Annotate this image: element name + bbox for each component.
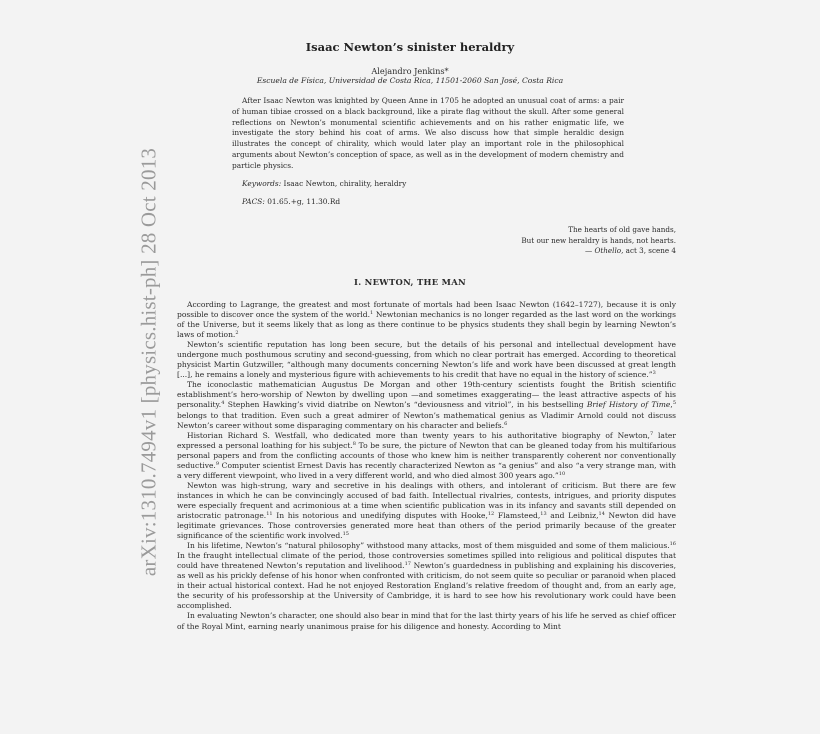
footnote-ref: 13	[540, 510, 547, 517]
epigraph-line-1: The hearts of old gave hands,	[568, 225, 676, 234]
paragraph-2	[177, 340, 676, 380]
paragraph-text: Historian Richard S. Westfall, who dedicated more than twenty years to his authoritative biography of Newton,	[187, 430, 650, 440]
paragraph-text: Stephen Hawking’s vivid diatribe on Newton’s “deviousness and vitriol”, in his bestselling	[224, 400, 587, 410]
paragraph-text: In evaluating Newton’s character, one should also bear in mind that for the last thirty years of his life he served as chief officer of the Royal Mint, earning nearly unanimous praise for his diligence and honesty. According to Mint	[177, 611, 676, 631]
paragraph-4	[177, 431, 676, 481]
abstract: After Isaac Newton was knighted by Queen Anne in 1705 he adopted an unusual coat of arms: a pair of human tibiae crossed on a black background, like a pirate flag without the skull. After some general reflections on Newton’s monumental scientific achievements and on his rather enigmatic life, we investigate the story behind his coat of arms. We also discuss how that simple heraldic design illustrates the concept of chirality, which would later play an important role in the philosophical arguments about Newton’s conception of space, as well as in the development of modern chemistry and particle physics.	[232, 96, 624, 170]
footnote-ref: 7	[649, 430, 654, 437]
paragraph-7	[177, 611, 676, 631]
epigraph-dash: —	[585, 246, 595, 256]
footnote-ref: 16	[669, 541, 676, 548]
footnote-ref: 3	[652, 370, 656, 377]
paragraph-text: and Leibniz,	[546, 510, 599, 520]
paragraph-text: According to Lagrange, the greatest and most fortunate of mortals had been Isaac Newton (1642–1727), because it is only possible to discover once the system of the world.	[177, 300, 676, 320]
paragraph-text: belongs to that tradition. Even such a great admirer of Newton’s mathematical genius as Vladimir Arnold could not discuss Newton’s career without some disparaging commentary on his character and beliefs.	[177, 410, 676, 430]
paragraph-text: In his lifetime, Newton’s “natural philosophy” withstood many attacks, most of them misguided and some of them malicious.	[187, 541, 670, 551]
pacs-line	[242, 197, 340, 206]
paragraph-text: Newton’s scientific reputation has long been secure, but the details of his personal and intellectual development have undergone much posthumous scrutiny and second-guessing, from which no clear portrait has emerged. According to theoretical physicist Martin Gutzwiller, “although many documents concerning Newton’s life and work have been discussed at great length [...], he remains a lonely and mysterious figure with achievements to his credit that have no equal in the history of science.”	[177, 340, 676, 380]
keywords-label: Keywords:	[242, 179, 282, 188]
epigraph-work: Othello	[594, 246, 622, 256]
footnote-ref: 2	[235, 330, 239, 337]
pacs-value: 01.65.+g, 11.30.Rd	[264, 197, 341, 206]
body-text	[177, 300, 676, 632]
epigraph-source	[521, 246, 676, 257]
epigraph	[521, 225, 676, 257]
arxiv-sidebar	[134, 147, 164, 577]
arxiv-identifier: arXiv:1310.7494v1 [physics.hist-ph] 28 Oct 2013	[136, 147, 161, 577]
paper-title: Isaac Newton’s sinister heraldry	[305, 40, 515, 54]
paragraph-6	[177, 541, 676, 611]
pacs-label: PACS:	[242, 197, 265, 206]
footnote-ref: 14	[598, 510, 605, 517]
paragraph-text: The iconoclastic mathematician Augustus De Morgan and other 19th-century scientists fought the British scientific establishment’s hero-worship of Newton by dwelling upon —and sometimes exaggerating— the least attractive aspects of his personality.	[177, 380, 676, 410]
author-affiliation: Escuela de Física, Universidad de Costa Rica, 11501-2060 San José, Costa Rica	[256, 76, 564, 85]
footnote-ref: 9	[215, 460, 220, 467]
paragraph-text: Newton did have legitimate grievances. Those controversies generated more heat than others of the period primarily because of the greater significance of the scientific work involved.	[177, 510, 676, 541]
paragraph-text: To be sure, the picture of Newton that can be gleaned today from his multifarious personal papers and from the conflicting accounts of those who knew him is neither transparently coherent nor conventionally seductive.	[177, 440, 677, 470]
footnote-ref: 12	[487, 510, 495, 517]
book-title: Brief History of Time	[586, 400, 671, 410]
footnote-ref: 4	[221, 400, 225, 407]
footnote-ref: 6	[504, 420, 508, 427]
footnote-ref: 17	[404, 561, 411, 568]
paragraph-text: Flamsteed,	[494, 510, 541, 520]
paragraph-text: Newton’s guardedness in publishing and explaining his discoveries, as well as his prickly defense of his honor when confronted with criticism, do not seem quite so peculiar or paranoid when placed in their actual historical context. Had he not enjoyed Restoration England’s relative freedom of thought and, from an early age, the security of his professorship at the University of Cambridge, it is hard to see how his revolutionary work could have been accomplished.	[177, 561, 676, 611]
paragraph-3: The iconoclastic mathematician Augustus De Morgan and other 19th-century scientists fought the British scientific establishment’s hero-worship of Newton by dwelling upon —and sometimes exaggerating— the least attractive aspects of his personality.$^4$ Stephen Hawking’s vivid diatribe on Newton’s “deviousness and vitriol”, in his bestselling Brief History of Time,$^5$ belongs to that tradition. Even such a great admirer of Newton’s mathematical genius as Vladimir Arnold could not discuss Newton’s career without some disparaging commentary on his character and beliefs.$^6$	[177, 380, 676, 430]
paragraph-5	[177, 481, 676, 541]
paragraph-text: In his notorious and unedifying disputes with Hooke,	[272, 510, 488, 520]
footnote-ref: 11	[266, 510, 273, 517]
footnote-ref: 1	[370, 310, 374, 317]
paragraph-1	[177, 300, 676, 340]
section-heading: I. NEWTON, THE MAN	[354, 277, 466, 287]
footnote-ref: 10	[558, 470, 566, 477]
keywords-value: Isaac Newton, chirality, heraldry	[281, 179, 407, 188]
epigraph-act: , act 3, scene 4	[621, 246, 676, 256]
paragraph-text: Computer scientist Ernest Davis has recently characterized Newton as “a genius” and also “a very strange man, with a very different viewpoint, who lived in a very different world, and who died almost 300 years ago.”	[177, 460, 676, 480]
paragraph-text: Newton was high-strung, wary and secretive in his dealings with others, and intolerant of criticism. But there are few instances in which he can be convincingly accused of bad faith. Intellectual rivalries, contests, intrigues, and priority disputes were especially frequent and acrimonious at a time when scientific publication was in its infancy and savants still depended on aristocratic patronage.	[177, 480, 676, 520]
paragraph-text: In the fraught intellectual climate of the period, those controversies sometimes spilled into religious and political disputes that could have threatened Newton’s reputation and livelihood.	[177, 551, 676, 571]
paper-author: Alejandro Jenkins*	[371, 66, 449, 76]
paragraph-text: later expressed a personal loathing for his subject.	[177, 430, 676, 450]
keywords-line	[242, 179, 406, 188]
footnote-ref: 5	[672, 400, 676, 407]
footnote-ref: 15	[342, 531, 349, 538]
epigraph-line-2: But our new heraldry is hands, not hearts.	[521, 235, 676, 245]
paragraph-text: Newtonian mechanics is no longer regarded as the last word on the workings of the Universe, but it seems likely that as long as there continue to be physics students they shall begin by learning Newton’s laws of motion.	[177, 310, 676, 340]
footnote-ref: 8	[352, 440, 356, 447]
